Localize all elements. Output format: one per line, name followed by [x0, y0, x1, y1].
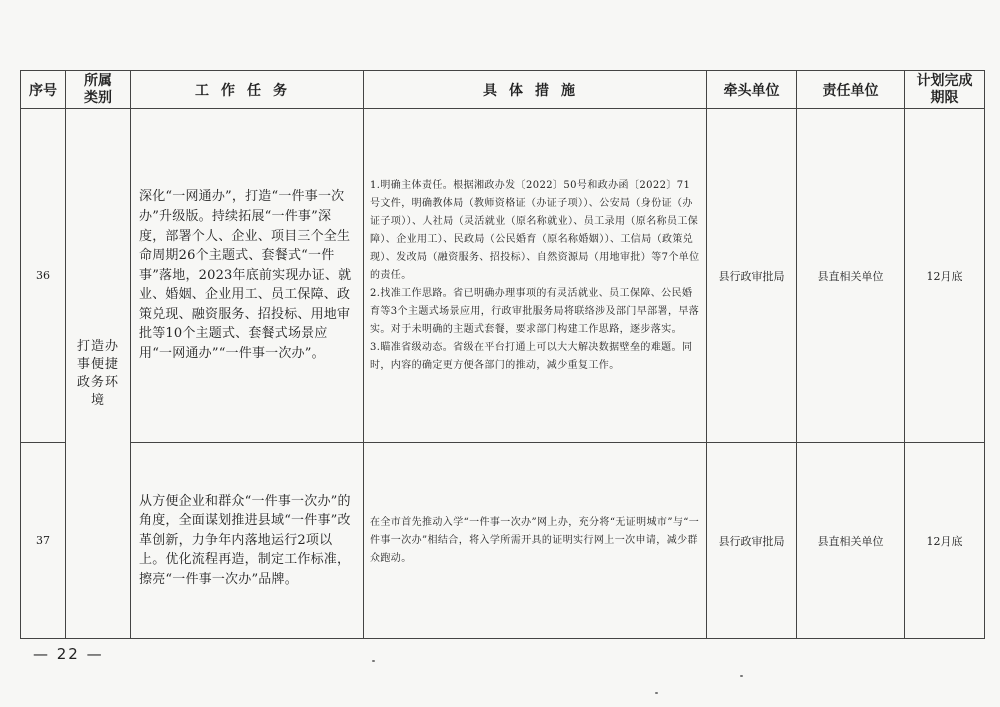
- work-task-table: [20, 70, 985, 639]
- lead-unit-cell: 县行政审批局: [707, 109, 797, 443]
- measure-item: 3.瞄准省级动态。省级在平台打通上可以大大解决数据壁垒的难题。同时，内容的确定更方便各部门的推动，减少重复工作。: [370, 341, 693, 371]
- page-number: — 22 —: [33, 645, 104, 663]
- header-deadline-line1: 计划完成: [916, 72, 973, 89]
- category-cell: [66, 109, 131, 639]
- responsible-unit-cell: 县直相关单位: [797, 443, 905, 639]
- scan-speck: [372, 660, 375, 662]
- row-index: 36: [21, 109, 66, 443]
- scan-speck: [740, 675, 743, 677]
- header-responsible-unit: 责任单位: [797, 71, 905, 109]
- measure-item: 在全市首先推动入学“一件事一次办”网上办，充分将“无证明城市”与“一件事一次办”相结合，将入学所需开具的证明实行网上一次申请，减少群众跑动。: [370, 516, 700, 564]
- table-header-row: [21, 71, 985, 109]
- table-row: [21, 109, 985, 443]
- responsible-unit-cell: 县直相关单位: [797, 109, 905, 443]
- task-cell: 深化“一网通办”，打造“一件事一次办”升级版。持续拓展“一件事”深度，部署个人、企业、项目三个全生命周期26个主题式、套餐式“一件事”落地，2023年底前实现办证、就业、婚姻、企业用工、员工保障、政策兑现、融资服务、招投标、用地审批等10个主题式、套餐式场景应用“一网通办”“一件事一次办”。: [131, 109, 364, 443]
- measure-item: 1.明确主体责任。根据湘政办发〔2022〕50号和政办函〔2022〕71号文件，明确教体局（教师资格证（办证子项））、公安局（身份证（办证子项））、人社局（灵活就业（原名称就业）、员工录用（原名称员工保障）、企业用工）、民政局（公民婚育（原名称婚姻））、工信局（政策兑现）、发改局（融资服务、招投标）、自然资源局（用地审批）等7个单位的责任。: [370, 179, 700, 281]
- header-deadline-line2: 期限: [930, 89, 959, 106]
- header-category: [66, 71, 131, 109]
- measures-cell: [364, 109, 707, 443]
- lead-unit-cell: 县行政审批局: [707, 443, 797, 639]
- task-cell: 从方便企业和群众“一件事一次办”的角度，全面谋划推进县域“一件事”改革创新，力争年内落地运行2项以上。优化流程再造，制定工作标准，擦亮“一件事一次办”品牌。: [131, 443, 364, 639]
- deadline-cell: 12月底: [905, 109, 985, 443]
- deadline-cell: 12月底: [905, 443, 985, 639]
- header-task: 工作任务: [131, 71, 364, 109]
- measure-item: 2.找准工作思路。省已明确办理事项的有灵活就业、员工保障、公民婚育等3个主题式场景应用，行政审批服务局将联络涉及部门早部署，早落实。对于未明确的主题式套餐，要求部门构建工作思路，逐步落实。: [370, 287, 700, 335]
- table-row: [21, 443, 985, 639]
- header-category-line1: 所属: [84, 72, 112, 89]
- header-category-line2: 类别: [84, 89, 112, 106]
- scan-speck: [655, 692, 658, 694]
- header-index: 序号: [21, 71, 66, 109]
- category-text: 打造办事便捷政务环境: [76, 338, 119, 408]
- header-deadline: [905, 71, 985, 109]
- header-measures: 具体措施: [364, 71, 707, 109]
- header-lead-unit: 牵头单位: [707, 71, 797, 109]
- measures-cell: [364, 443, 707, 639]
- row-index: 37: [21, 443, 66, 639]
